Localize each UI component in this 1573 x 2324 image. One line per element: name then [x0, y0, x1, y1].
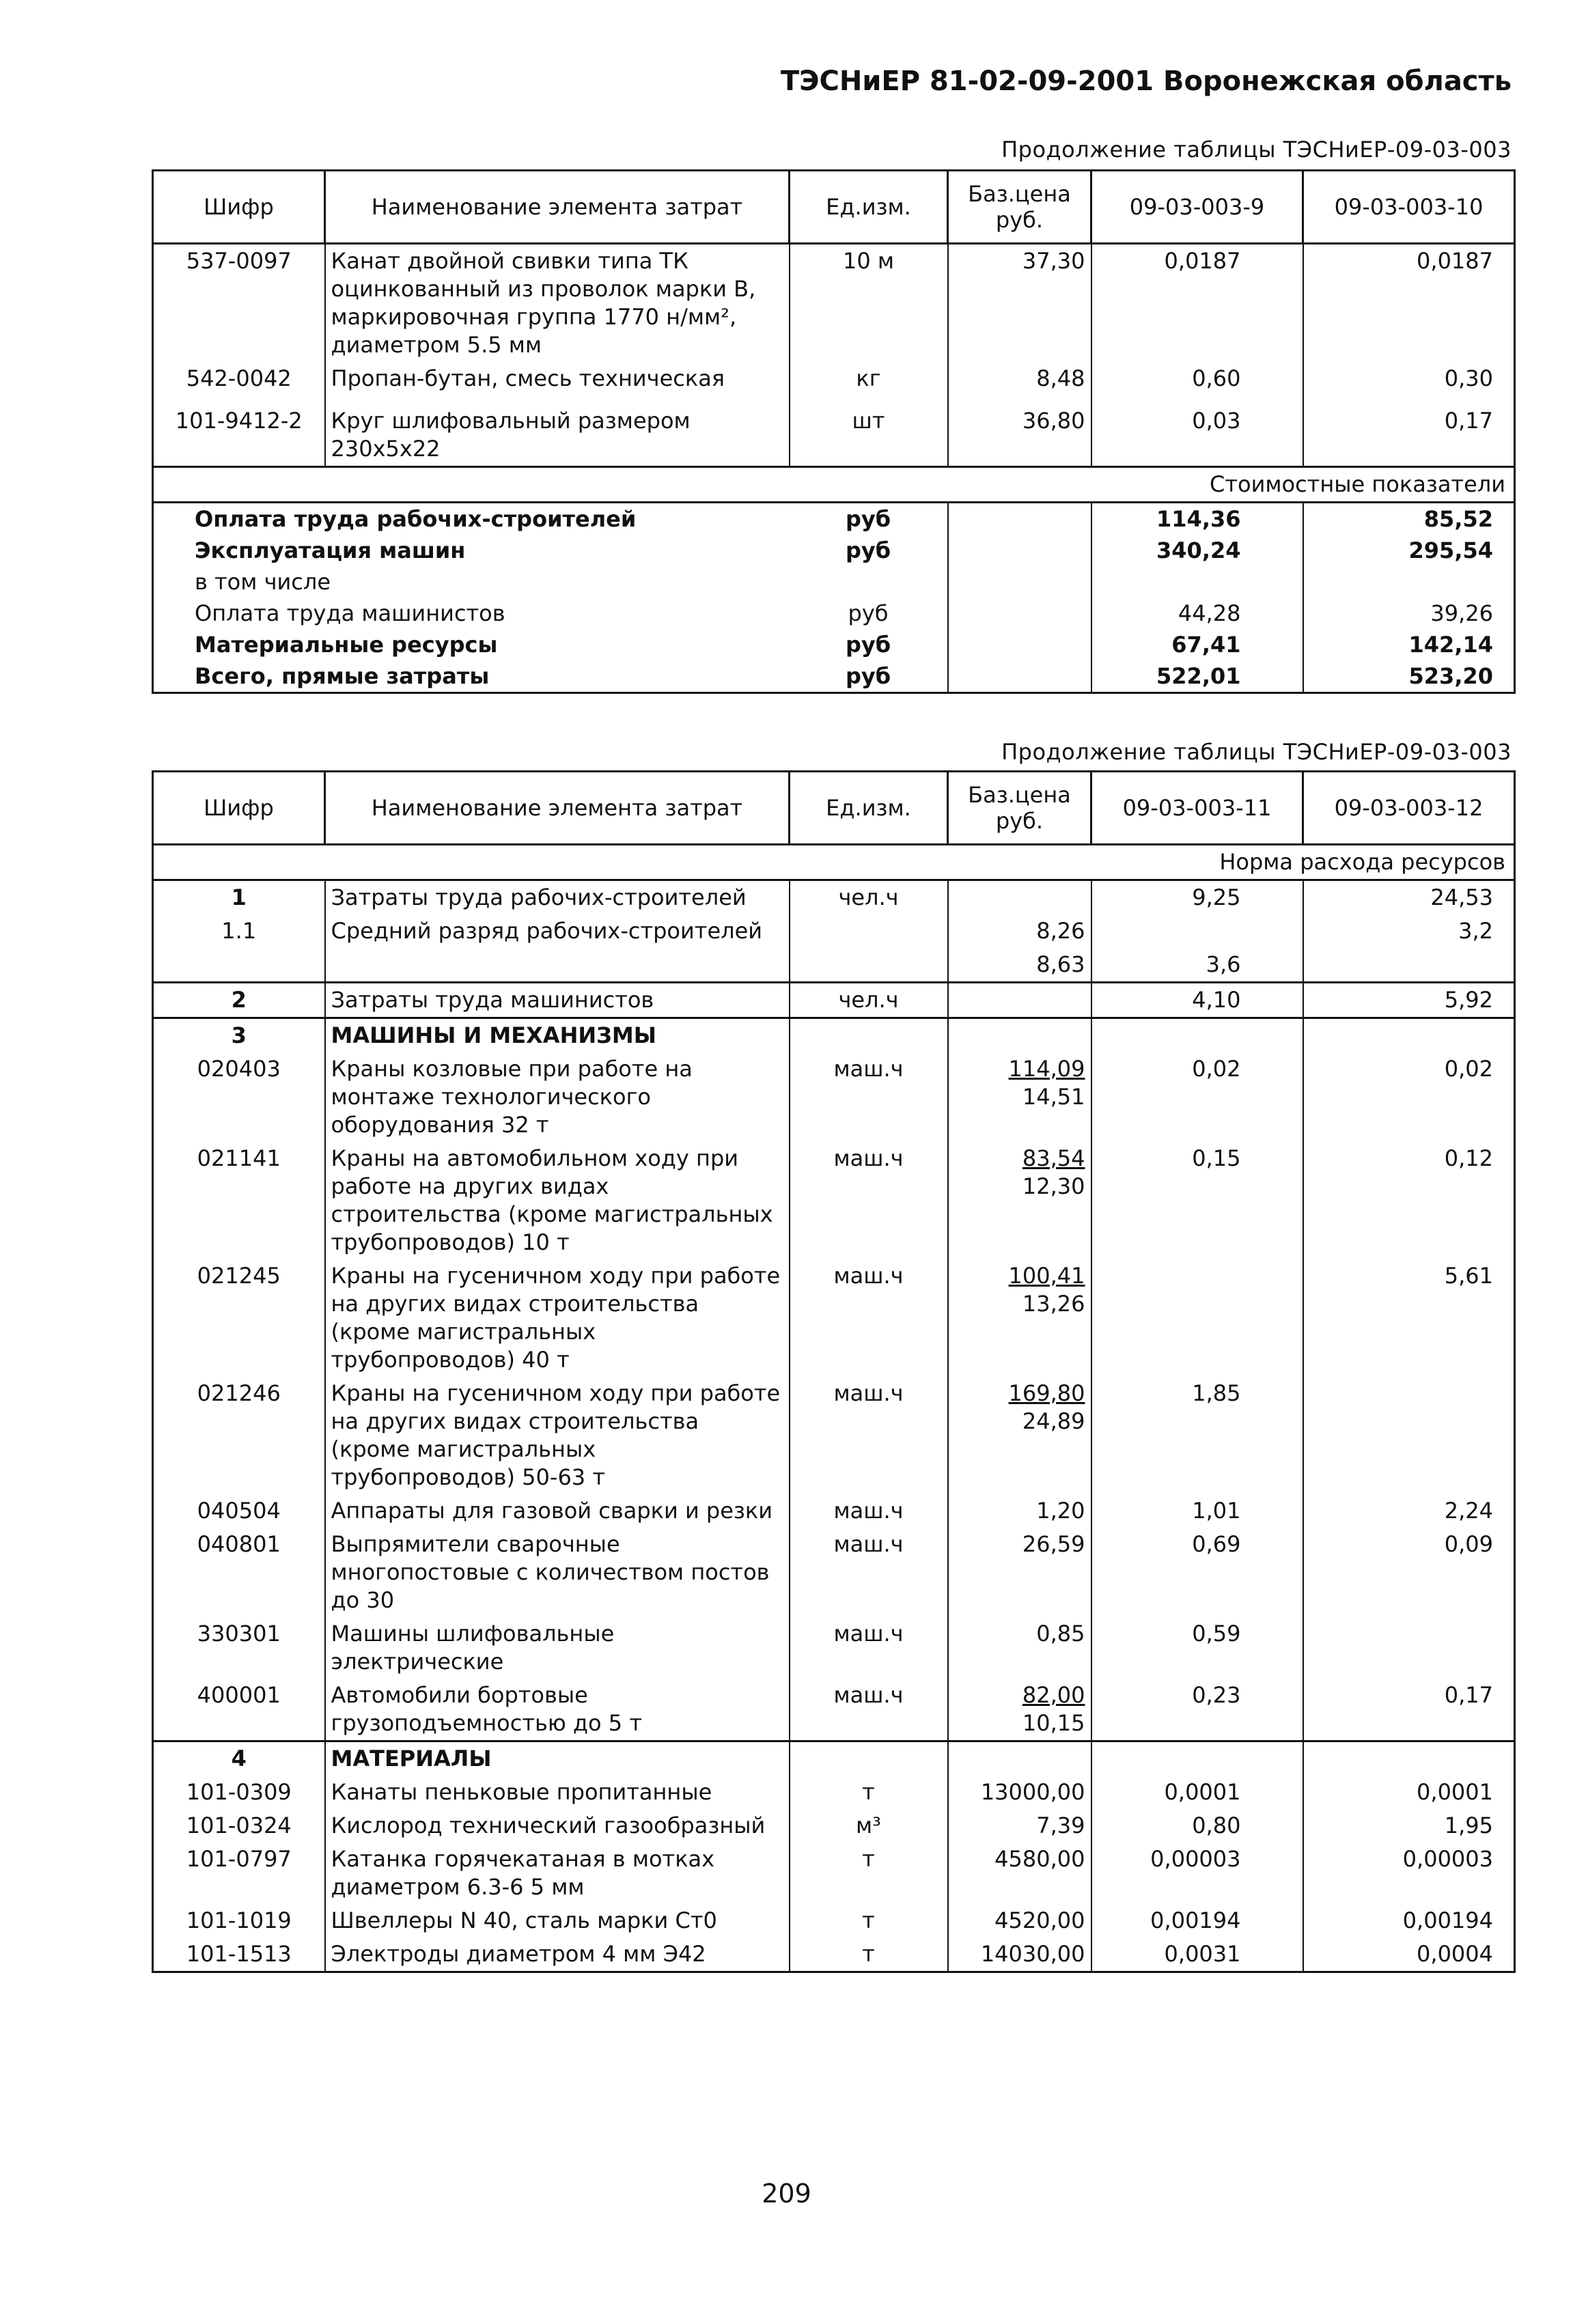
- price-value: 82,00: [1022, 1682, 1085, 1708]
- norm-cell: 0,0004: [1303, 1937, 1515, 1972]
- code-cell: 101-0324: [153, 1809, 325, 1843]
- table-row: [153, 1741, 1515, 1776]
- code-cell: 4: [153, 1741, 325, 1776]
- table2: [152, 770, 1516, 1973]
- code-cell: 101-1019: [153, 1904, 325, 1937]
- name-cell: Выпрямители сварочные многопостовые с количеством постов до 30: [325, 1528, 790, 1617]
- col-header-norm-11: 09-03-003-11: [1091, 772, 1303, 845]
- name-cell: Круг шлифовальный размером 230х5х22: [325, 404, 790, 467]
- summary-row: [153, 598, 1515, 629]
- name-cell: [325, 948, 790, 983]
- summary-value: 85,52: [1303, 503, 1515, 535]
- name-cell: Автомобили бортовые грузоподъемностью до 5 т: [325, 1679, 790, 1741]
- table-row: [153, 880, 1515, 915]
- norm-cell: 3,6: [1091, 948, 1303, 983]
- price-cell: [948, 1809, 1091, 1843]
- norm-cell: 0,30: [1303, 362, 1515, 404]
- name-cell: Аппараты для газовой сварки и резки: [325, 1494, 790, 1528]
- norm-cell: 0,80: [1091, 1809, 1303, 1843]
- name-cell: Швеллеры N 40, сталь марки Ст0: [325, 1904, 790, 1937]
- price-cell: [948, 914, 1091, 948]
- code-cell: 021245: [153, 1259, 325, 1377]
- price-cell: [948, 1142, 1091, 1259]
- summary-unit: руб: [790, 629, 948, 660]
- summary-label: в том числе: [153, 566, 790, 598]
- code-cell: 021246: [153, 1377, 325, 1494]
- summary-value: 523,20: [1303, 660, 1515, 693]
- norm-cell: 0,12: [1303, 1142, 1515, 1259]
- name-cell: Затраты труда машинистов: [325, 983, 790, 1018]
- code-cell: 021141: [153, 1142, 325, 1259]
- norm-cell: [1303, 1018, 1515, 1053]
- summary-label: Оплата труда рабочих-строителей: [153, 503, 790, 535]
- summary-row: [153, 535, 1515, 566]
- summary-unit: руб: [790, 598, 948, 629]
- summary-empty: [948, 629, 1091, 660]
- document-header: ТЭСНиЕР 81-02-09-2001 Воронежская область: [780, 66, 1512, 97]
- norm-cell: 0,60: [1091, 362, 1303, 404]
- code-cell: 3: [153, 1018, 325, 1053]
- col-header-unit: Ед.изм.: [790, 772, 948, 845]
- col-header-name: Наименование элемента затрат: [325, 171, 790, 244]
- unit-cell: [790, 1018, 948, 1053]
- table-row: [153, 1776, 1515, 1809]
- price-cell: [948, 1018, 1091, 1053]
- norm-cell: 0,15: [1091, 1142, 1303, 1259]
- summary-empty: [948, 566, 1091, 598]
- table-row: [153, 404, 1515, 467]
- table-row: [153, 1052, 1515, 1142]
- code-cell: 101-9412-2: [153, 404, 325, 467]
- unit-cell: м³: [790, 1809, 948, 1843]
- table-row: [153, 1018, 1515, 1053]
- norm-cell: [1091, 1259, 1303, 1377]
- summary-label: Оплата труда машинистов: [153, 598, 790, 629]
- table-row: [153, 362, 1515, 404]
- norm-cell: 1,01: [1091, 1494, 1303, 1528]
- summary-value: 522,01: [1091, 660, 1303, 693]
- code-cell: 400001: [153, 1679, 325, 1741]
- summary-row: [153, 629, 1515, 660]
- summary-label: Материальные ресурсы: [153, 629, 790, 660]
- summary-empty: [948, 598, 1091, 629]
- norm-cell: 0,00003: [1091, 1843, 1303, 1904]
- name-cell: Пропан-бутан, смесь техническая: [325, 362, 790, 404]
- name-cell: Канаты пеньковые пропитанные: [325, 1776, 790, 1809]
- norm-cell: 5,92: [1303, 983, 1515, 1018]
- name-cell: МАТЕРИАЛЫ: [325, 1741, 790, 1776]
- code-cell: 101-0309: [153, 1776, 325, 1809]
- norm-cell: 3,2: [1303, 914, 1515, 948]
- price-value: 83,54: [1022, 1145, 1085, 1171]
- table-row: [153, 1843, 1515, 1904]
- table-row: [153, 1904, 1515, 1937]
- unit-cell: т: [790, 1937, 948, 1972]
- code-cell: 040801: [153, 1528, 325, 1617]
- price-value: 7,39: [1036, 1812, 1085, 1838]
- summary-label: Всего, прямые затраты: [153, 660, 790, 693]
- table-row: [153, 1494, 1515, 1528]
- norm-cell: [1091, 1018, 1303, 1053]
- price-value: 4580,00: [994, 1846, 1085, 1872]
- price-cell: [948, 1904, 1091, 1937]
- unit-cell: маш.ч: [790, 1528, 948, 1617]
- price-value: 100,41: [1008, 1263, 1085, 1289]
- summary-unit: [790, 566, 948, 598]
- page-number: 209: [762, 2179, 811, 2209]
- name-cell: Машины шлифовальные электрические: [325, 1617, 790, 1679]
- unit-cell: [790, 1741, 948, 1776]
- price-cell: [948, 1937, 1091, 1972]
- unit-cell: т: [790, 1776, 948, 1809]
- norm-cell: 0,02: [1303, 1052, 1515, 1142]
- table-row: [153, 948, 1515, 983]
- unit-cell: 10 м: [790, 244, 948, 363]
- summary-unit: руб: [790, 535, 948, 566]
- norm-cell: [1303, 1741, 1515, 1776]
- price-operator-value: 24,89: [1022, 1408, 1085, 1434]
- name-cell: Затраты труда рабочих-строителей: [325, 880, 790, 915]
- col-header-code: Шифр: [153, 772, 325, 845]
- norm-caption: Норма расхода ресурсов: [153, 845, 1515, 880]
- summary-empty: [948, 535, 1091, 566]
- price-cell: [948, 948, 1091, 983]
- norm-cell: 0,0001: [1303, 1776, 1515, 1809]
- price-cell: [948, 1741, 1091, 1776]
- code-cell: 040504: [153, 1494, 325, 1528]
- unit-cell: шт: [790, 404, 948, 467]
- norm-cell: 0,02: [1091, 1052, 1303, 1142]
- name-cell: Электроды диаметром 4 мм Э42: [325, 1937, 790, 1972]
- price-value: 1,20: [1036, 1498, 1085, 1524]
- norm-cell: 0,00003: [1303, 1843, 1515, 1904]
- norm-cell: 0,00194: [1091, 1904, 1303, 1937]
- norm-cell: 0,09: [1303, 1528, 1515, 1617]
- price-cell: [948, 1776, 1091, 1809]
- price-cell: [948, 1679, 1091, 1741]
- price-value: 114,09: [1008, 1056, 1085, 1082]
- unit-cell: маш.ч: [790, 1617, 948, 1679]
- norm-cell: 0,03: [1091, 404, 1303, 467]
- unit-cell: маш.ч: [790, 1142, 948, 1259]
- code-cell: 542-0042: [153, 362, 325, 404]
- name-cell: Канат двойной свивки типа ТК оцинкованный из проволок марки В, маркировочная группа 1770 н/мм², диаметром 5.5 мм: [325, 244, 790, 363]
- code-cell: 2: [153, 983, 325, 1018]
- code-cell: 101-0797: [153, 1843, 325, 1904]
- norm-cell: 0,59: [1091, 1617, 1303, 1679]
- price-value: 169,80: [1008, 1380, 1085, 1406]
- norm-cell: 2,24: [1303, 1494, 1515, 1528]
- unit-cell: чел.ч: [790, 983, 948, 1018]
- norm-caption-row: [153, 845, 1515, 880]
- col-header-price: Баз.цена руб.: [948, 772, 1091, 845]
- summary-row: [153, 566, 1515, 598]
- name-cell: Краны на гусеничном ходу при работе на других видах строительства (кроме магистральных трубопроводов) 40 т: [325, 1259, 790, 1377]
- unit-cell: кг: [790, 362, 948, 404]
- price-cell: [948, 1259, 1091, 1377]
- norm-cell: 0,23: [1091, 1679, 1303, 1741]
- table-row: [153, 1937, 1515, 1972]
- summary-row: [153, 660, 1515, 693]
- unit-cell: т: [790, 1843, 948, 1904]
- name-cell: Краны козловые при работе на монтаже технологического оборудования 32 т: [325, 1052, 790, 1142]
- price-cell: [948, 1494, 1091, 1528]
- summary-value: 340,24: [1091, 535, 1303, 566]
- col-header-norm-9: 09-03-003-9: [1091, 171, 1303, 244]
- summary-value: 39,26: [1303, 598, 1515, 629]
- table-row: [153, 1679, 1515, 1741]
- name-cell: Кислород технический газообразный: [325, 1809, 790, 1843]
- col-header-norm-10: 09-03-003-10: [1303, 171, 1515, 244]
- unit-cell: т: [790, 1904, 948, 1937]
- price-cell: [948, 1843, 1091, 1904]
- norm-cell: 4,10: [1091, 983, 1303, 1018]
- table-row: [153, 1528, 1515, 1617]
- norm-cell: [1091, 1741, 1303, 1776]
- price-value: 8,26: [1036, 918, 1085, 944]
- price-operator-value: 12,30: [1022, 1173, 1085, 1199]
- code-cell: 330301: [153, 1617, 325, 1679]
- table-row: [153, 983, 1515, 1018]
- summary-value: 44,28: [1091, 598, 1303, 629]
- summary-empty: [948, 660, 1091, 693]
- code-cell: [153, 948, 325, 983]
- norm-cell: 24,53: [1303, 880, 1515, 915]
- table-row: [153, 1142, 1515, 1259]
- table-row: [153, 1377, 1515, 1494]
- price-operator-value: 13,26: [1022, 1291, 1085, 1317]
- price-value: 14030,00: [980, 1941, 1085, 1967]
- summary-value: 67,41: [1091, 629, 1303, 660]
- code-cell: 1: [153, 880, 325, 915]
- name-cell: МАШИНЫ И МЕХАНИЗМЫ: [325, 1018, 790, 1053]
- table-row: [153, 1259, 1515, 1377]
- norm-cell: 9,25: [1091, 880, 1303, 915]
- price-value: 8,63: [1036, 951, 1085, 977]
- norm-cell: 1,85: [1091, 1377, 1303, 1494]
- code-cell: 101-1513: [153, 1937, 325, 1972]
- unit-cell: [790, 948, 948, 983]
- norm-cell: 0,0187: [1091, 244, 1303, 363]
- name-cell: Краны на автомобильном ходу при работе на других видах строительства (кроме магистральных трубопроводов) 10 т: [325, 1142, 790, 1259]
- col-header-unit: Ед.изм.: [790, 171, 948, 244]
- summary-value: [1091, 566, 1303, 598]
- table1-continuation-caption: Продолжение таблицы ТЭСНиЕР-09-03-003: [1001, 137, 1512, 163]
- name-cell: Средний разряд рабочих-строителей: [325, 914, 790, 948]
- norm-cell: [1303, 948, 1515, 983]
- price-operator-value: 10,15: [1022, 1710, 1085, 1736]
- name-cell: Катанка горячекатаная в мотках диаметром 6.3-6 5 мм: [325, 1843, 790, 1904]
- summary-row: [153, 503, 1515, 535]
- norm-cell: 0,69: [1091, 1528, 1303, 1617]
- price-value: 4520,00: [994, 1907, 1085, 1933]
- price-cell: 37,30: [948, 244, 1091, 363]
- summary-label: Эксплуатация машин: [153, 535, 790, 566]
- norm-cell: 5,61: [1303, 1259, 1515, 1377]
- col-header-price: Баз.цена руб.: [948, 171, 1091, 244]
- price-value: 13000,00: [980, 1779, 1085, 1805]
- cost-caption-row: [153, 467, 1515, 503]
- price-cell: 36,80: [948, 404, 1091, 467]
- name-cell: Краны на гусеничном ходу при работе на других видах строительства (кроме магистральных трубопроводов) 50-63 т: [325, 1377, 790, 1494]
- norm-cell: [1091, 914, 1303, 948]
- norm-cell: [1303, 1377, 1515, 1494]
- summary-unit: руб: [790, 660, 948, 693]
- summary-unit: руб: [790, 503, 948, 535]
- unit-cell: маш.ч: [790, 1679, 948, 1741]
- unit-cell: маш.ч: [790, 1377, 948, 1494]
- price-value: 26,59: [1022, 1531, 1085, 1557]
- summary-value: [1303, 566, 1515, 598]
- table-row: [153, 914, 1515, 948]
- table-row: [153, 1617, 1515, 1679]
- unit-cell: [790, 914, 948, 948]
- norm-cell: 0,0031: [1091, 1937, 1303, 1972]
- price-cell: [948, 1052, 1091, 1142]
- table1: [152, 169, 1516, 694]
- price-cell: [948, 1528, 1091, 1617]
- col-header-norm-12: 09-03-003-12: [1303, 772, 1515, 845]
- table-row: [153, 1809, 1515, 1843]
- price-cell: [948, 1377, 1091, 1494]
- price-cell: [948, 880, 1091, 915]
- summary-value: 142,14: [1303, 629, 1515, 660]
- summary-empty: [948, 503, 1091, 535]
- price-cell: [948, 983, 1091, 1018]
- summary-value: 114,36: [1091, 503, 1303, 535]
- col-header-name: Наименование элемента затрат: [325, 772, 790, 845]
- unit-cell: маш.ч: [790, 1259, 948, 1377]
- col-header-code: Шифр: [153, 171, 325, 244]
- code-cell: 020403: [153, 1052, 325, 1142]
- norm-cell: 1,95: [1303, 1809, 1515, 1843]
- summary-value: 295,54: [1303, 535, 1515, 566]
- norm-cell: [1303, 1617, 1515, 1679]
- norm-cell: 0,00194: [1303, 1904, 1515, 1937]
- norm-cell: 0,17: [1303, 1679, 1515, 1741]
- norm-cell: 0,17: [1303, 404, 1515, 467]
- unit-cell: маш.ч: [790, 1052, 948, 1142]
- price-cell: [948, 1617, 1091, 1679]
- table-row: [153, 244, 1515, 363]
- price-operator-value: 14,51: [1022, 1084, 1085, 1110]
- unit-cell: чел.ч: [790, 880, 948, 915]
- unit-cell: маш.ч: [790, 1494, 948, 1528]
- price-value: 0,85: [1036, 1621, 1085, 1647]
- table2-continuation-caption: Продолжение таблицы ТЭСНиЕР-09-03-003: [1001, 739, 1512, 765]
- norm-cell: 0,0187: [1303, 244, 1515, 363]
- norm-cell: 0,0001: [1091, 1776, 1303, 1809]
- code-cell: 537-0097: [153, 244, 325, 363]
- code-cell: 1.1: [153, 914, 325, 948]
- cost-caption: Стоимостные показатели: [153, 467, 1515, 503]
- price-cell: 8,48: [948, 362, 1091, 404]
